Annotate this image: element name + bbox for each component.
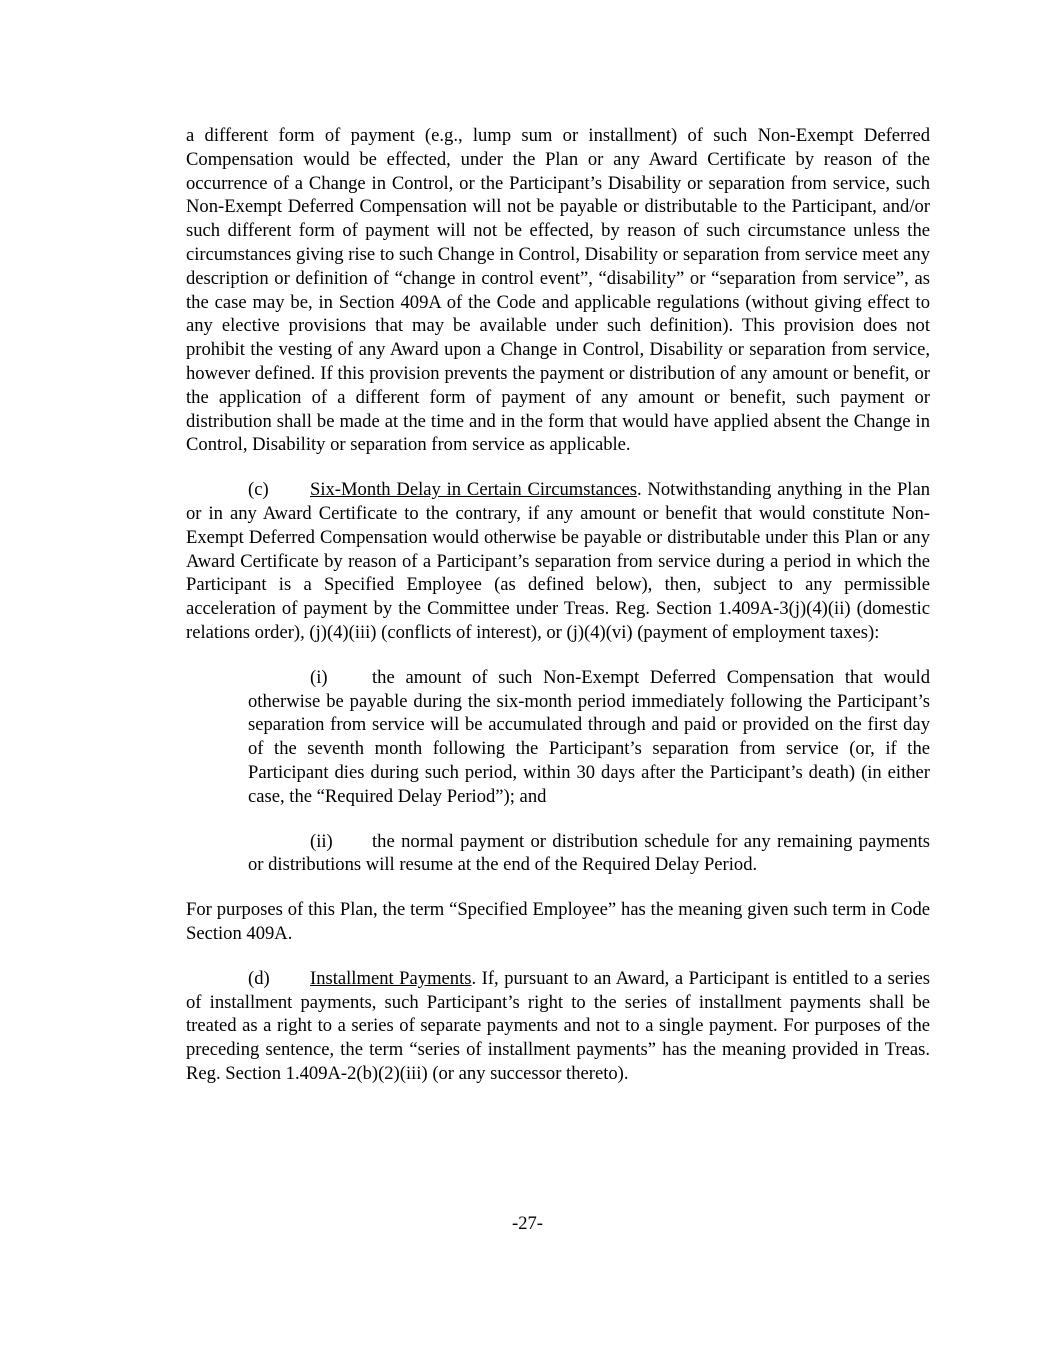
section-d-paragraph — [186, 967, 930, 1086]
section-c-heading: Six-Month Delay in Certain Circumstances — [310, 479, 637, 501]
specified-employee-definition: For purposes of this Plan, the term “Specified Employee” has the meaning given such term in Code Section 409A. — [186, 899, 930, 944]
item-i-label: (i) — [310, 666, 328, 688]
document-page — [186, 124, 930, 1086]
section-c-item-ii — [248, 830, 930, 878]
section-c-paragraph — [186, 478, 930, 645]
item-ii-text: the normal payment or distribution schedule for any remaining payments or distributions will resume at the end of the Required Delay Period. — [248, 830, 930, 876]
item-i-text: the amount of such Non-Exempt Deferred Compensation that would otherwise be payable during the six-month period immediately following the Participant’s separation from service will be accumulated through and paid or provided on the first day of the seventh month following the Participant’s separation from service (or, if the Participant dies during such period, within 30 days after the Participant’s death) (in either case, the “Required Delay Period”); and — [248, 666, 930, 807]
section-d-label: (d) — [248, 967, 270, 989]
paragraph-continuation: a different form of payment (e.g., lump sum or installment) of such Non-Exempt Deferred Compensation would be effected, under the Plan or any Award Certificate by reason of the occurrence of a Change in Control, or the Participant’s Disability or separation from service, such Non-Exempt Deferred Compensation will not be payable or distributable to the Participant, and/or such different form of payment will not be effected, by reason of such circumstance unless the circumstances giving rise to such Change in Control, Disability or separation from service meet any description or definition of “change in control event”, “disability” or “separation from service”, as the case may be, in Section 409A of the Code and applicable regulations (without giving effect to any elective provisions that may be available under such definition). This provision does not prohibit the vesting of any Award upon a Change in Control, Disability or separation from service, however defined. If this provision prevents the payment or distribution of any amount or benefit, or the application of a different form of payment of any amount or benefit, such payment or distribution shall be made at the time and in the form that would have applied absent the Change in Control, Disability or separation from service as applicable. — [186, 125, 930, 456]
section-c-item-i — [248, 666, 930, 809]
item-ii-label: (ii) — [310, 830, 333, 852]
page-number: -27- — [512, 1213, 543, 1234]
section-d-heading: Installment Payments — [310, 967, 472, 989]
section-d-body: . If, pursuant to an Award, a Participant is entitled to a series of installment payments, such Participant’s right to the series of installment payments shall be treated as a right to a series of separate payments and not to a single payment. For purposes of the preceding sentence, the term “series of installment payments” has the meaning provided in Treas. Reg. Section 1.409A-2(b)(2)(iii) (or any successor thereto). — [186, 967, 930, 1084]
section-c-body: . Notwithstanding anything in the Plan or in any Award Certificate to the contrary, if any amount or benefit that would constitute Non-Exempt Deferred Compensation would otherwise be payable or distributable under this Plan or any Award Certificate by reason of a Participant’s separation from service during a period in which the Participant is a Specified Employee (as defined below), then, subject to any permissible acceleration of payment by the Committee under Treas. Reg. Section 1.409A-3(j)(4)(ii) (domestic relations order), (j)(4)(iii) (conflicts of interest), or (j)(4)(vi) (payment of employment taxes): — [186, 479, 930, 643]
section-c-label: (c) — [248, 479, 269, 501]
